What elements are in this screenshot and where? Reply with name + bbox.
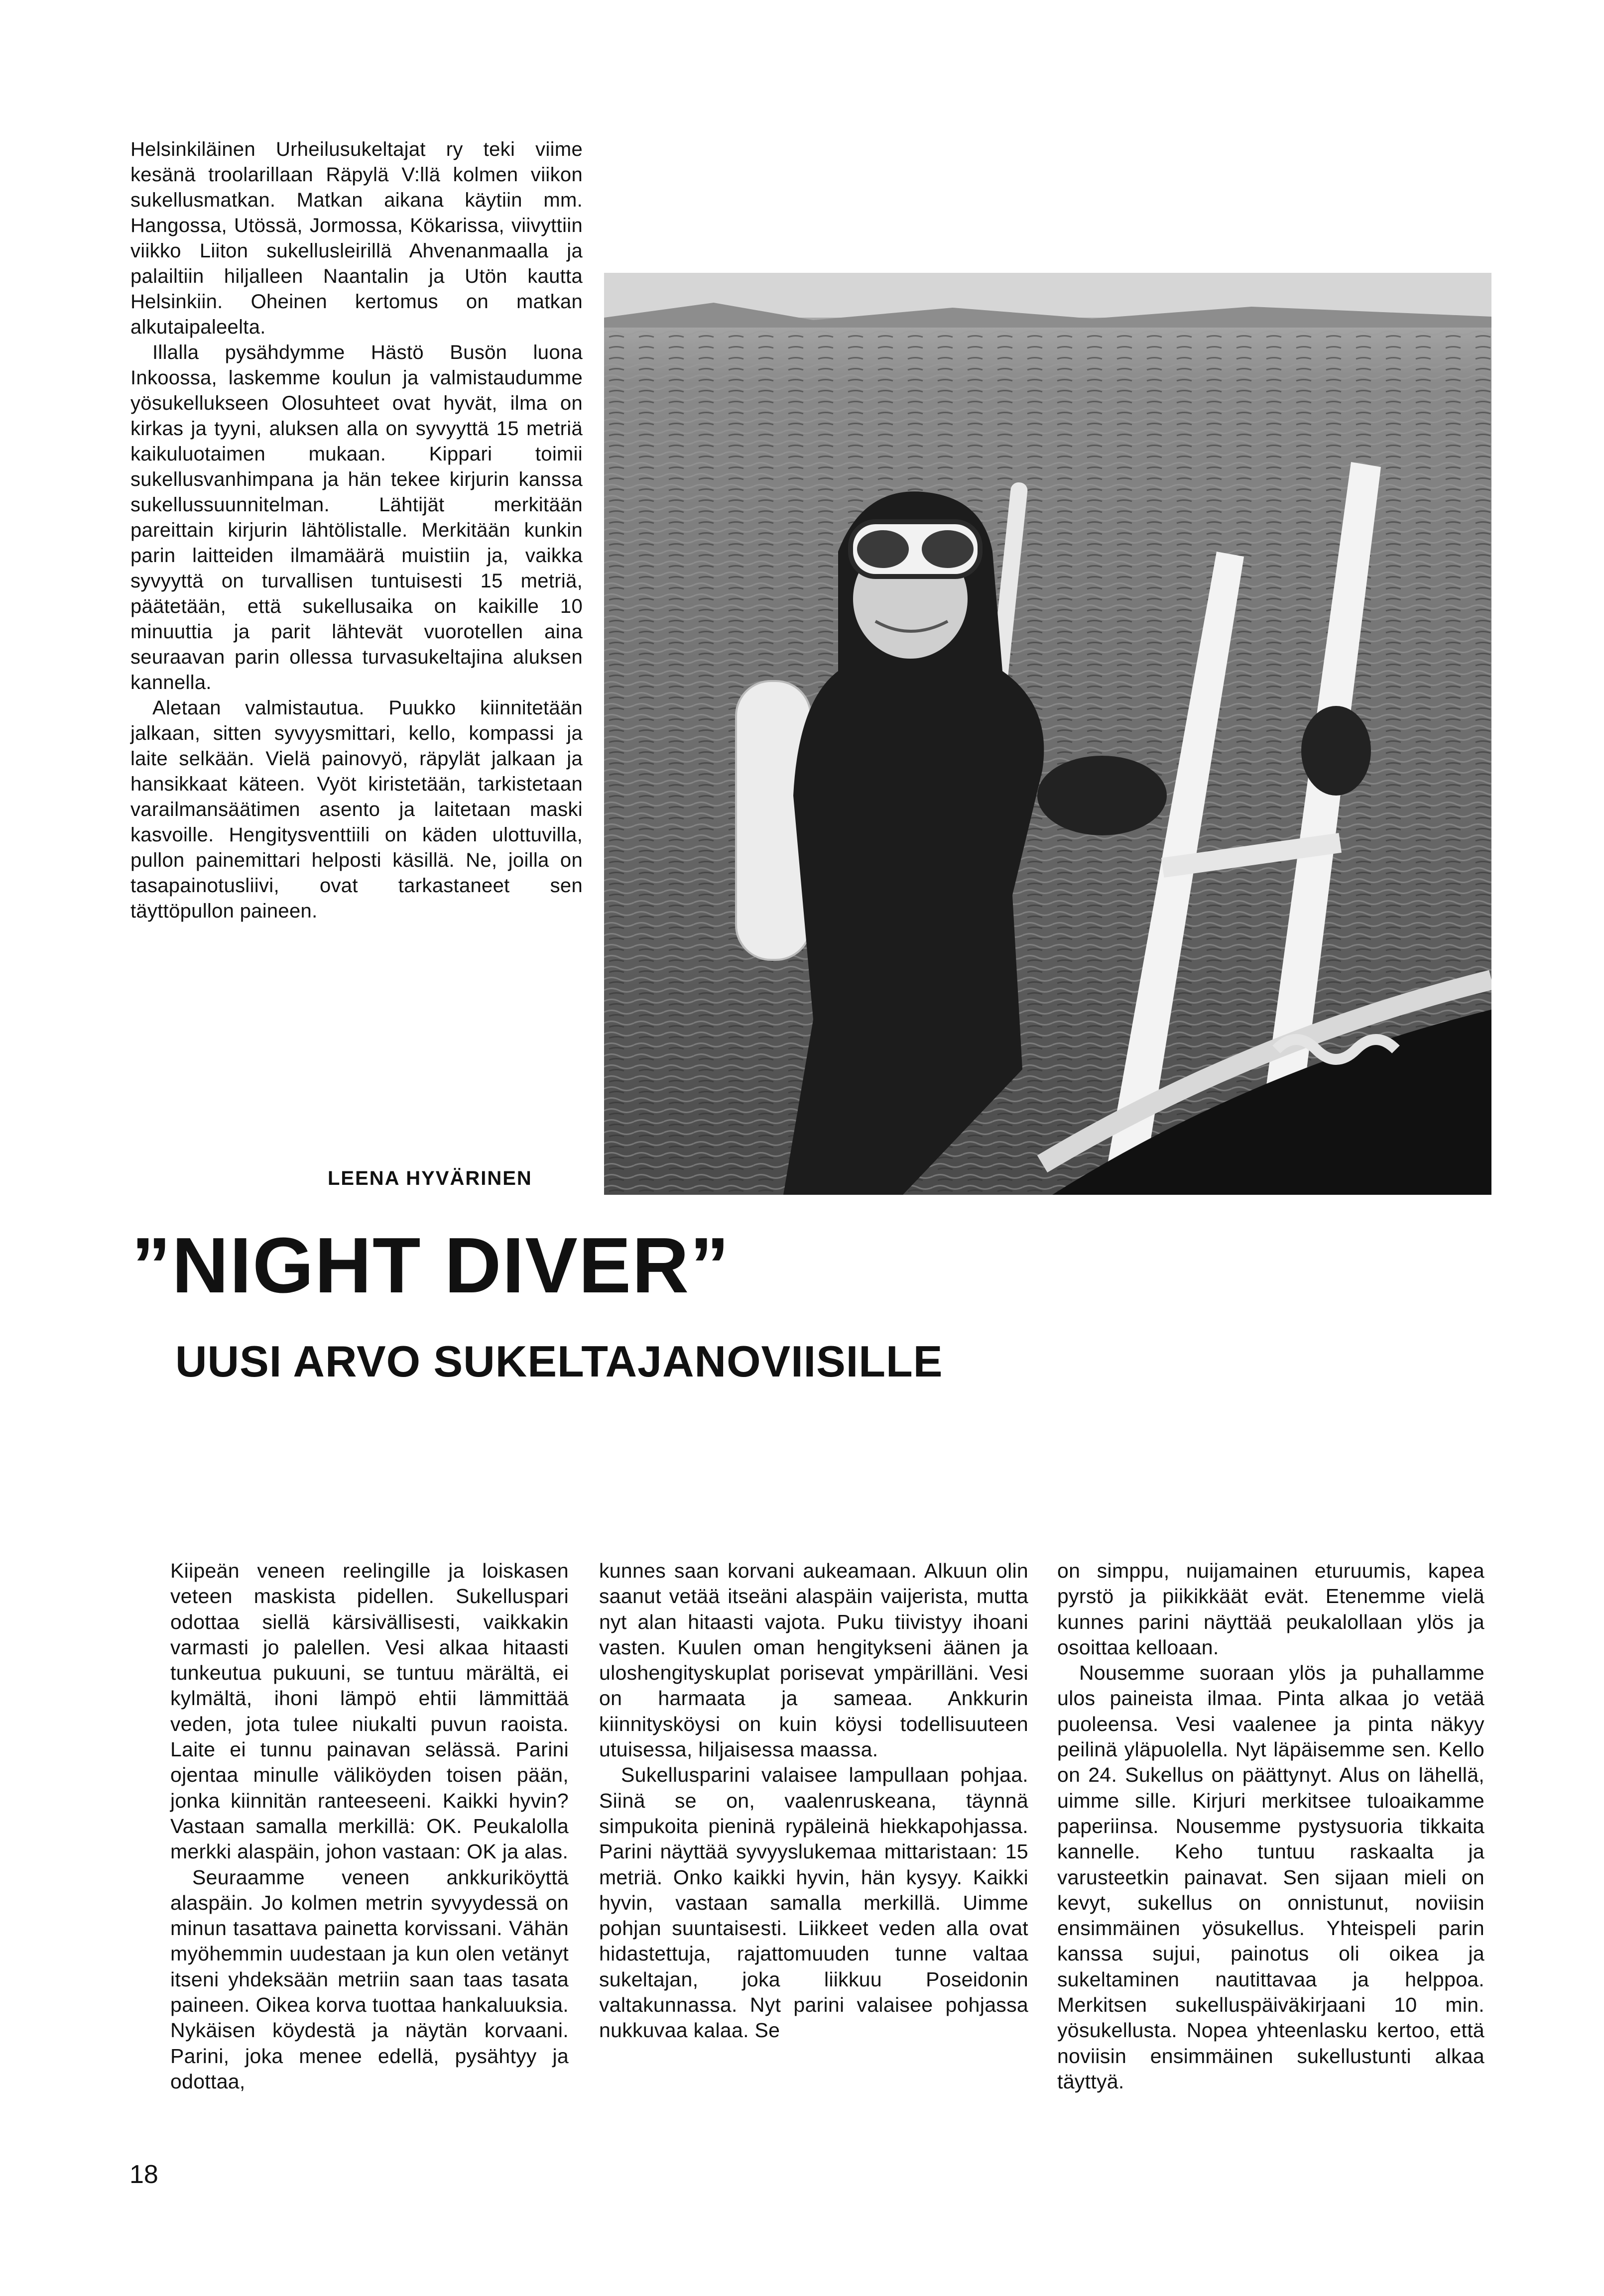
body-paragraph: Nousemme suoraan ylös ja puhallamme ulos paineista ilmaa. Pinta alkaa jo vetää puoleensa. Vesi vaalenee ja pinta näkyy peilinä yläpuolella. Nyt läpäisemme sen. Kello on 24. Sukellus on päättynyt. Alus on lähellä, uimme sille. Kirjuri merkitsee tuloaikamme paperiinsa. Nousemme pystysuoria tikkaita kannelle. Keho tuntuu raskaalta ja varusteetkin painavat. Sen sijaan mieli on kevyt, sukellus on onnistunut, noviisin ensimmäinen yösukellus. Yhteispeli parin kanssa sujui, painotus oli oikea ja sukeltaminen nautittavaa ja helppoa. Merkitsen sukelluspäiväkirjaani 10 min. yösukellusta. Nopea yhteenlasku kertoo, että noviisin ensimmäinen sukellustunti alkaa täyttyä.: [1057, 1661, 1484, 2093]
diver-photo: [604, 273, 1491, 1195]
intro-paragraph: Helsinkiläinen Urheilusukeltajat ry teki viime kesänä troolarillaan Räpylä V:llä kolmen viikon sukellusmatkan. Matkan aikana käytiin mm. Hangossa, Utössä, Jormossa, Kökarissa, viivyttiin viikko Liiton sukellusleirillä Ahvenanmaalla ja palailtiin hiljalleen Naantalin ja Utön kautta Helsinkiin. Oheinen kertomus on matkan alkutaipaleelta.: [130, 138, 583, 338]
page-number: 18: [129, 2160, 158, 2189]
intro-paragraph: Illalla pysähdymme Hästö Busön luona Inkoossa, laskemme koulun ja valmistaudumme yösukellukseen Olosuhteet ovat hyvät, ilma on kirkas ja tyyni, aluksen alla on syvyyttä 15 metriä kaikuluotaimen mukaan. Kippari toimii sukellusvanhimpana ja hän tekee kirjurin kanssa sukellussuunnitelman. Lähtijät merkitään pareittain kirjurin lähtölistalle. Merkitään kunkin parin laitteiden ilmamäärä muistiin ja, vaikka syvyyttä on turvallisen tuntuisesti 15 metriä, päätetään, että sukellusaika on kaikille 10 minuuttia ja parit lähtevät vuorotellen aina seuraavan parin ollessa turvasukeltajina aluksen kannella.: [130, 342, 583, 693]
intro-text: [130, 137, 583, 924]
article-title: ”NIGHT DIVER”: [131, 1222, 731, 1309]
author-byline: LEENA HYVÄRINEN: [328, 1167, 532, 1189]
body-paragraph: on simppu, nuijamainen eturuumis, kapea pyrstö ja piikikkäät evät. Etenemme vielä kunnes parini näyttää peukalollaan ylös ja osoittaa kelloaan.: [1057, 1559, 1484, 1659]
article-subtitle: UUSI ARVO SUKELTAJANOVIISILLE: [175, 1337, 943, 1386]
body-column-1: [170, 1558, 569, 2094]
body-column-3: [1057, 1558, 1484, 2094]
body-column-2: [599, 1558, 1028, 2044]
intro-paragraph: Aletaan valmistautua. Puukko kiinnitetään jalkaan, sitten syvyysmittari, kello, kompassi ja laite selkään. Vielä painovyö, räpylät jalkaan ja hansikkaat käteen. Vyöt kiristetään, tarkistetaan varailmansäätimen asento ja laitetaan maski kasvoille. Hengitysventtiili on käden ulottuvilla, pullon painemittari helposti käsillä. Ne, joilla on tasapainotusliivi, ovat tarkastaneet sen täyttöpullon paineen.: [130, 697, 583, 922]
body-paragraph: kunnes saan korvani aukeamaan. Alkuun olin saanut vetää itseäni alaspäin vaijerista, mutta nyt alan hitaasti vajota. Puku tiivistyy ihoani vasten. Kuulen oman hengitykseni äänen ja uloshengityskuplat porisevat ympärilläni. Vesi on harmaata ja sameaa. Ankkurin kiinnitysköysi on kuin köysi todellisuuteen utuisessa, hiljaisessa maassa.: [599, 1559, 1028, 1761]
body-paragraph: Kiipeän veneen reelingille ja loiskasen veteen maskista pidellen. Sukelluspari odottaa siellä kärsivällisesti, vaikkakin varmasti jo palellen. Vesi alkaa hitaasti tunkeutua pukuuni, se tuntuu märältä, ei kylmältä, ihoni lämpö ehtii lämmittää veden, jota tulee niukalti puvun raoista. Laite ei tunnu painavan selässä. Parini ojentaa minulle väliköyden toisen pään, jonka kiinnitän ranteeseeni. Kaikki hyvin? Vastaan samalla merkillä: OK. Peukalolla merkki alaspäin, johon vastaan: OK ja alas.: [170, 1559, 569, 1863]
body-paragraph: Seuraamme veneen ankkuriköyttä alaspäin. Jo kolmen metrin syvyydessä on minun tasattava painetta korvissani. Vähän myöhemmin uudestaan ja kun olen vetänyt itseni yhdeksään metriin saan taas tasata paineen. Oikea korva tuottaa hankaluuksia. Nykäisen köydestä ja näytän korvaani. Parini, joka menee edellä, pysähtyy ja odottaa,: [170, 1865, 569, 2093]
body-paragraph: Sukellusparini valaisee lampullaan pohjaa. Siinä se on, vaalenruskeana, täynnä simpukoita pieninä rypäleinä hiekkapohjassa. Parini näyttää syvyyslukemaa mittaristaan: 15 metriä. Onko kaikki hyvin, hän kysyy. Kaikki hyvin, vastaan samalla merkillä. Uimme pohjan suuntaisesti. Liikkeet veden alla ovat hidastettuja, rajattomuuden tunne valtaa sukeltajan, joka liikkuu Poseidonin valtakunnassa. Nyt parini valaisee pohjassa nukkuvaa kalaa. Se: [599, 1763, 1028, 2042]
diver-on-ladder-photo-icon: [604, 273, 1491, 1195]
